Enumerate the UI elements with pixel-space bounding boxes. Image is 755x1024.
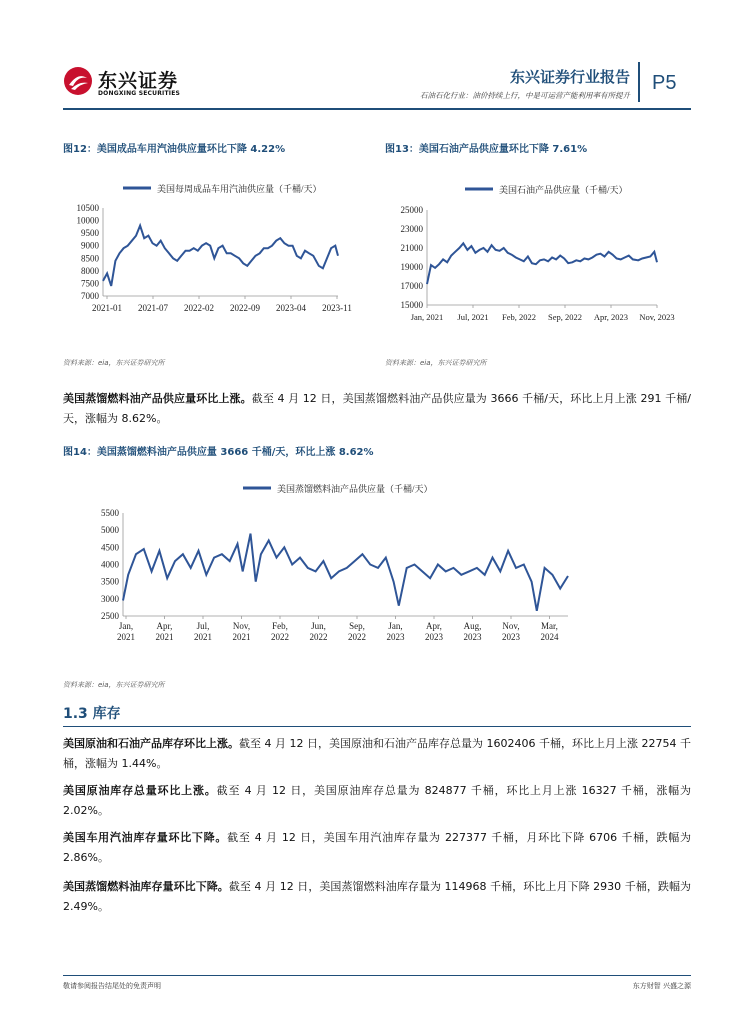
paragraph-bold-lead: 美国蒸馏燃料油产品供应量环比上涨。: [63, 392, 252, 405]
header-divider: [638, 62, 640, 102]
fig14-x-tick-label: Nov,: [232, 621, 251, 631]
fig13-legend-label: 美国石油产品供应量（千桶/天）: [499, 185, 628, 195]
fig13-y-tick-label: 23000: [400, 224, 423, 234]
paragraph-gasoline-inventory: [63, 828, 691, 868]
fig13-y-tick-label: 15000: [400, 300, 423, 310]
fig13-source: 资料来源：eia，东兴证券研究所: [385, 359, 487, 367]
fig14-y-tick-label: 4000: [101, 559, 119, 570]
fig14-y-tick-label: 5500: [101, 508, 119, 518]
paragraph-body: 截至 4 月 12 日，美国原油和石油产品库存总量为 1602406 千桶，环比上月上涨 22754 千桶，涨幅为 1.44%。: [63, 737, 691, 770]
fig12-y-tick-label: 7000: [81, 291, 99, 301]
fig14-x-tick-label: Jun,: [311, 621, 326, 631]
paragraph-body: 截至 4 月 12 日，美国原油库存总量为 824877 千桶，环比上月上涨 16327 千桶，涨幅为 2.02%。: [63, 784, 691, 817]
fig14-x-tick-label: Nov,: [502, 621, 520, 631]
fig12-y-tick-label: 9500: [81, 228, 99, 239]
fig12-title: 图12：美国成品车用汽油供应量环比下降 4.22%: [63, 144, 286, 155]
logo-text-cn: 东兴证券: [98, 70, 179, 92]
footer-rule: [63, 975, 691, 976]
fig14-x-tick-label: Aug,: [463, 621, 482, 631]
fig12-y-tick-label: 8000: [81, 265, 99, 276]
fig14-y-tick-label: 4500: [101, 542, 119, 553]
fig12-source: 资料来源：eia，东兴证券研究所: [63, 359, 165, 367]
fig12-x-tick-label: 2022-02: [184, 303, 214, 313]
fig12-y-tick-label: 8500: [81, 253, 99, 264]
fig14-legend-label: 美国蒸馏燃料油产品供应量（千桶/天）: [277, 484, 433, 494]
fig13-series-line: [427, 243, 657, 284]
fig12-x-tick-label: 2023-11: [322, 303, 352, 313]
fig13-y-tick-label: 21000: [400, 243, 423, 253]
paragraph-bold-lead: 美国蒸馏燃料油库存量环比下降。: [63, 880, 229, 893]
fig13-x-tick-label: Apr, 2023: [593, 312, 629, 322]
dongxing-logo-icon: [63, 66, 93, 96]
fig12-x-tick-label: 2023-04: [276, 303, 306, 313]
fig14-x-tick-label: 2022: [271, 632, 289, 642]
fig13-y-tick-label: 25000: [400, 205, 423, 215]
fig13-x-tick-label: Nov, 2023: [639, 312, 675, 322]
page-number: P5: [652, 72, 677, 94]
fig13-y-tick-label: 17000: [400, 281, 423, 291]
fig13-x-tick-label: Jul, 2021: [457, 312, 489, 322]
fig14-x-tick-label: 2023: [463, 632, 482, 642]
fig13-x-tick-label: Sep, 2022: [548, 312, 582, 322]
footer-slogan: 东方财智 兴盛之源: [632, 982, 691, 990]
report-subtitle: 石油石化行业：油价持续上行，中是可运营产能利用率有所提升: [420, 91, 630, 100]
fig12-x-tick-label: 2021-01: [92, 303, 122, 313]
paragraph-bold-lead: 美国车用汽油库存量环比下降。: [63, 831, 228, 844]
fig12-y-tick-label: 10500: [76, 203, 99, 213]
fig14-x-tick-label: Mar,: [541, 621, 558, 631]
section-rule: [63, 726, 691, 727]
fig14-y-tick-label: 3000: [101, 593, 119, 604]
fig13-x-tick-label: Feb, 2022: [502, 312, 536, 322]
report-name: 东兴证券行业报告: [509, 68, 630, 86]
fig14-series-line: [123, 534, 568, 611]
fig12-legend-label: 美国每周成品车用汽油供应量（千桶/天）: [157, 184, 322, 194]
fig14-x-tick-label: 2021: [232, 632, 251, 642]
fig13-chart: [385, 172, 685, 332]
paragraph-body: 截至 4 月 12 日，美国车用汽油库存量为 227377 千桶，月环比下降 6706 千桶，跌幅为 2.86%。: [63, 831, 691, 864]
section-title-inventory: 1.3 库存: [63, 706, 121, 722]
fig12-y-tick-label: 9000: [81, 240, 99, 251]
paragraph-body: 截至 4 月 12 日，美国蒸馏燃料油库存量为 114968 千桶，环比上月下降 2930 千桶，跌幅为 2.49%。: [63, 880, 692, 913]
paragraph-crude-inventory: [63, 781, 691, 821]
fig14-x-tick-label: 2024: [540, 632, 559, 642]
fig14-y-tick-label: 2500: [101, 611, 119, 621]
fig12-y-tick-label: 10000: [76, 215, 99, 226]
fig13-y-tick-label: 19000: [400, 262, 423, 272]
fig14-x-tick-label: Apr,: [156, 621, 173, 631]
logo-text-en: DONGXING SECURITIES: [98, 90, 181, 97]
fig12-x-tick-label: 2022-09: [230, 303, 260, 313]
fig14-chart: [63, 476, 583, 648]
fig14-x-tick-label: Feb,: [272, 621, 288, 631]
fig14-x-tick-label: 2023: [502, 632, 520, 642]
footer-disclaimer: 敬请参阅报告结尾处的免责声明: [63, 982, 161, 990]
fig14-x-tick-label: Jan,: [118, 621, 134, 631]
fig14-x-tick-label: Apr,: [426, 621, 442, 631]
paragraph-bold-lead: 美国原油库存总量环比上涨。: [63, 784, 217, 797]
fig14-title: 图14：美国蒸馏燃料油产品供应量 3666 千桶/天，环比上涨 8.62%: [63, 447, 374, 458]
fig14-x-tick-label: 2023: [386, 632, 405, 642]
fig13-title: 图13：美国石油产品供应量环比下降 7.61%: [385, 144, 588, 155]
paragraph-inventory-total: [63, 734, 691, 774]
fig12-x-tick-label: 2021-07: [138, 303, 168, 313]
fig14-y-tick-label: 3500: [101, 576, 119, 587]
fig14-x-tick-label: 2021: [194, 632, 212, 642]
fig14-source: 资料来源：eia，东兴证券研究所: [63, 681, 165, 689]
paragraph-bold-lead: 美国原油和石油产品库存环比上涨。: [63, 737, 240, 750]
fig12-y-tick-label: 7500: [81, 278, 99, 289]
fig14-x-tick-label: 2022: [348, 632, 366, 642]
fig14-x-tick-label: 2021: [117, 632, 135, 642]
fig13-x-tick-label: Jan, 2021: [410, 312, 444, 322]
fig14-x-tick-label: Jan,: [388, 621, 403, 631]
fig14-x-tick-label: Sep,: [349, 621, 365, 631]
paragraph-distillate-inventory: [63, 877, 691, 917]
header-rule: [63, 108, 691, 110]
fig14-x-tick-label: 2021: [155, 632, 174, 642]
paragraph-distillate-supply: [63, 389, 691, 429]
fig14-y-tick-label: 5000: [101, 525, 119, 536]
fig14-x-tick-label: 2023: [425, 632, 443, 642]
fig14-x-tick-label: 2022: [309, 632, 328, 642]
fig12-chart: [63, 172, 363, 322]
fig14-x-tick-label: Jul,: [196, 621, 210, 631]
fig12-series-line: [103, 226, 338, 286]
paragraph-body: 截至 4 月 12 日，美国蒸馏燃料油产品供应量为 3666 千桶/天，环比上月上涨 291 千桶/天，涨幅为 8.62%。: [63, 392, 692, 425]
